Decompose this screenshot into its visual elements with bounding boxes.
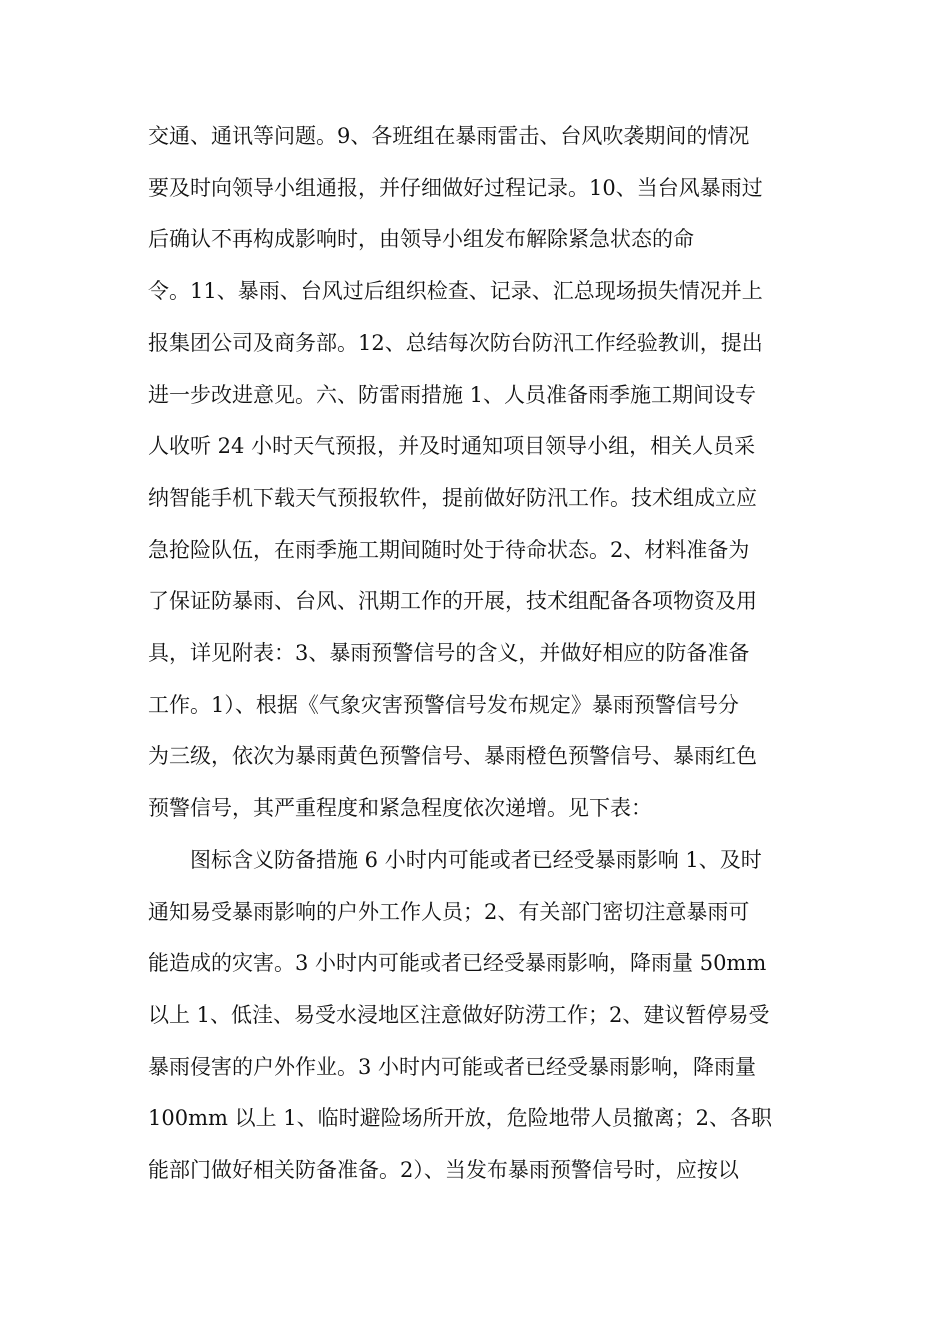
text-line: 具，详见附表：3、暴雨预警信号的含义，并做好相应的防备准备 <box>148 641 750 665</box>
text-line: 急抢险队伍，在雨季施工期间随时处于待命状态。2、材料准备为 <box>148 537 750 562</box>
text-line: 纳智能手机下载天气预报软件，提前做好防汛工作。技术组成立应 <box>148 485 757 510</box>
text-line: 能造成的灾害。3 小时内可能或者已经受暴雨影响，降雨量 50mm <box>148 951 767 976</box>
text-line: 图标含义防备措施 6 小时内可能或者已经受暴雨影响 1、及时 <box>190 847 762 872</box>
text-line: 100mm 以上 1、临时避险场所开放，危险地带人员撤离；2、各职 <box>148 1106 772 1131</box>
text-line: 进一步改进意见。六、防雷雨措施 1、人员准备雨季施工期间设专 <box>148 382 757 407</box>
text-line: 为三级，依次为暴雨黄色预警信号、暴雨橙色预警信号、暴雨红色 <box>148 744 757 769</box>
text-line: 能部门做好相关防备准备。2）、当发布暴雨预警信号时，应按以 <box>148 1158 739 1182</box>
text-line: 以上 1、低洼、易受水浸地区注意做好防涝工作；2、建议暂停易受 <box>148 1002 770 1027</box>
text-line: 通知易受暴雨影响的户外工作人员；2、有关部门密切注意暴雨可 <box>148 899 750 924</box>
text-line: 要及时向领导小组通报，并仔细做好过程记录。10、当台风暴雨过 <box>148 175 763 200</box>
text-line: 暴雨侵害的户外作业。3 小时内可能或者已经受暴雨影响，降雨量 <box>148 1054 757 1079</box>
text-line: 人收听 24 小时天气预报，并及时通知项目领导小组，相关人员采 <box>148 434 756 459</box>
text-line: 工作。1）、根据《气象灾害预警信号发布规定》暴雨预警信号分 <box>148 692 739 717</box>
text-line: 后确认不再构成影响时，由领导小组发布解除紧急状态的命 <box>148 227 694 252</box>
text-line: 令。11、暴雨、台风过后组织检查、记录、汇总现场损失情况并上 <box>148 279 763 304</box>
text-line: 预警信号，其严重程度和紧急程度依次递增。见下表： <box>148 796 652 821</box>
text-line: 报集团公司及商务部。12、总结每次防台防汛工作经验教训，提出 <box>148 330 763 355</box>
text-line: 了保证防暴雨、台风、汛期工作的开展，技术组配备各项物资及用 <box>148 589 757 614</box>
text-line: 交通、通讯等问题。9、各班组在暴雨雷击、台风吹袭期间的情况 <box>148 124 750 148</box>
